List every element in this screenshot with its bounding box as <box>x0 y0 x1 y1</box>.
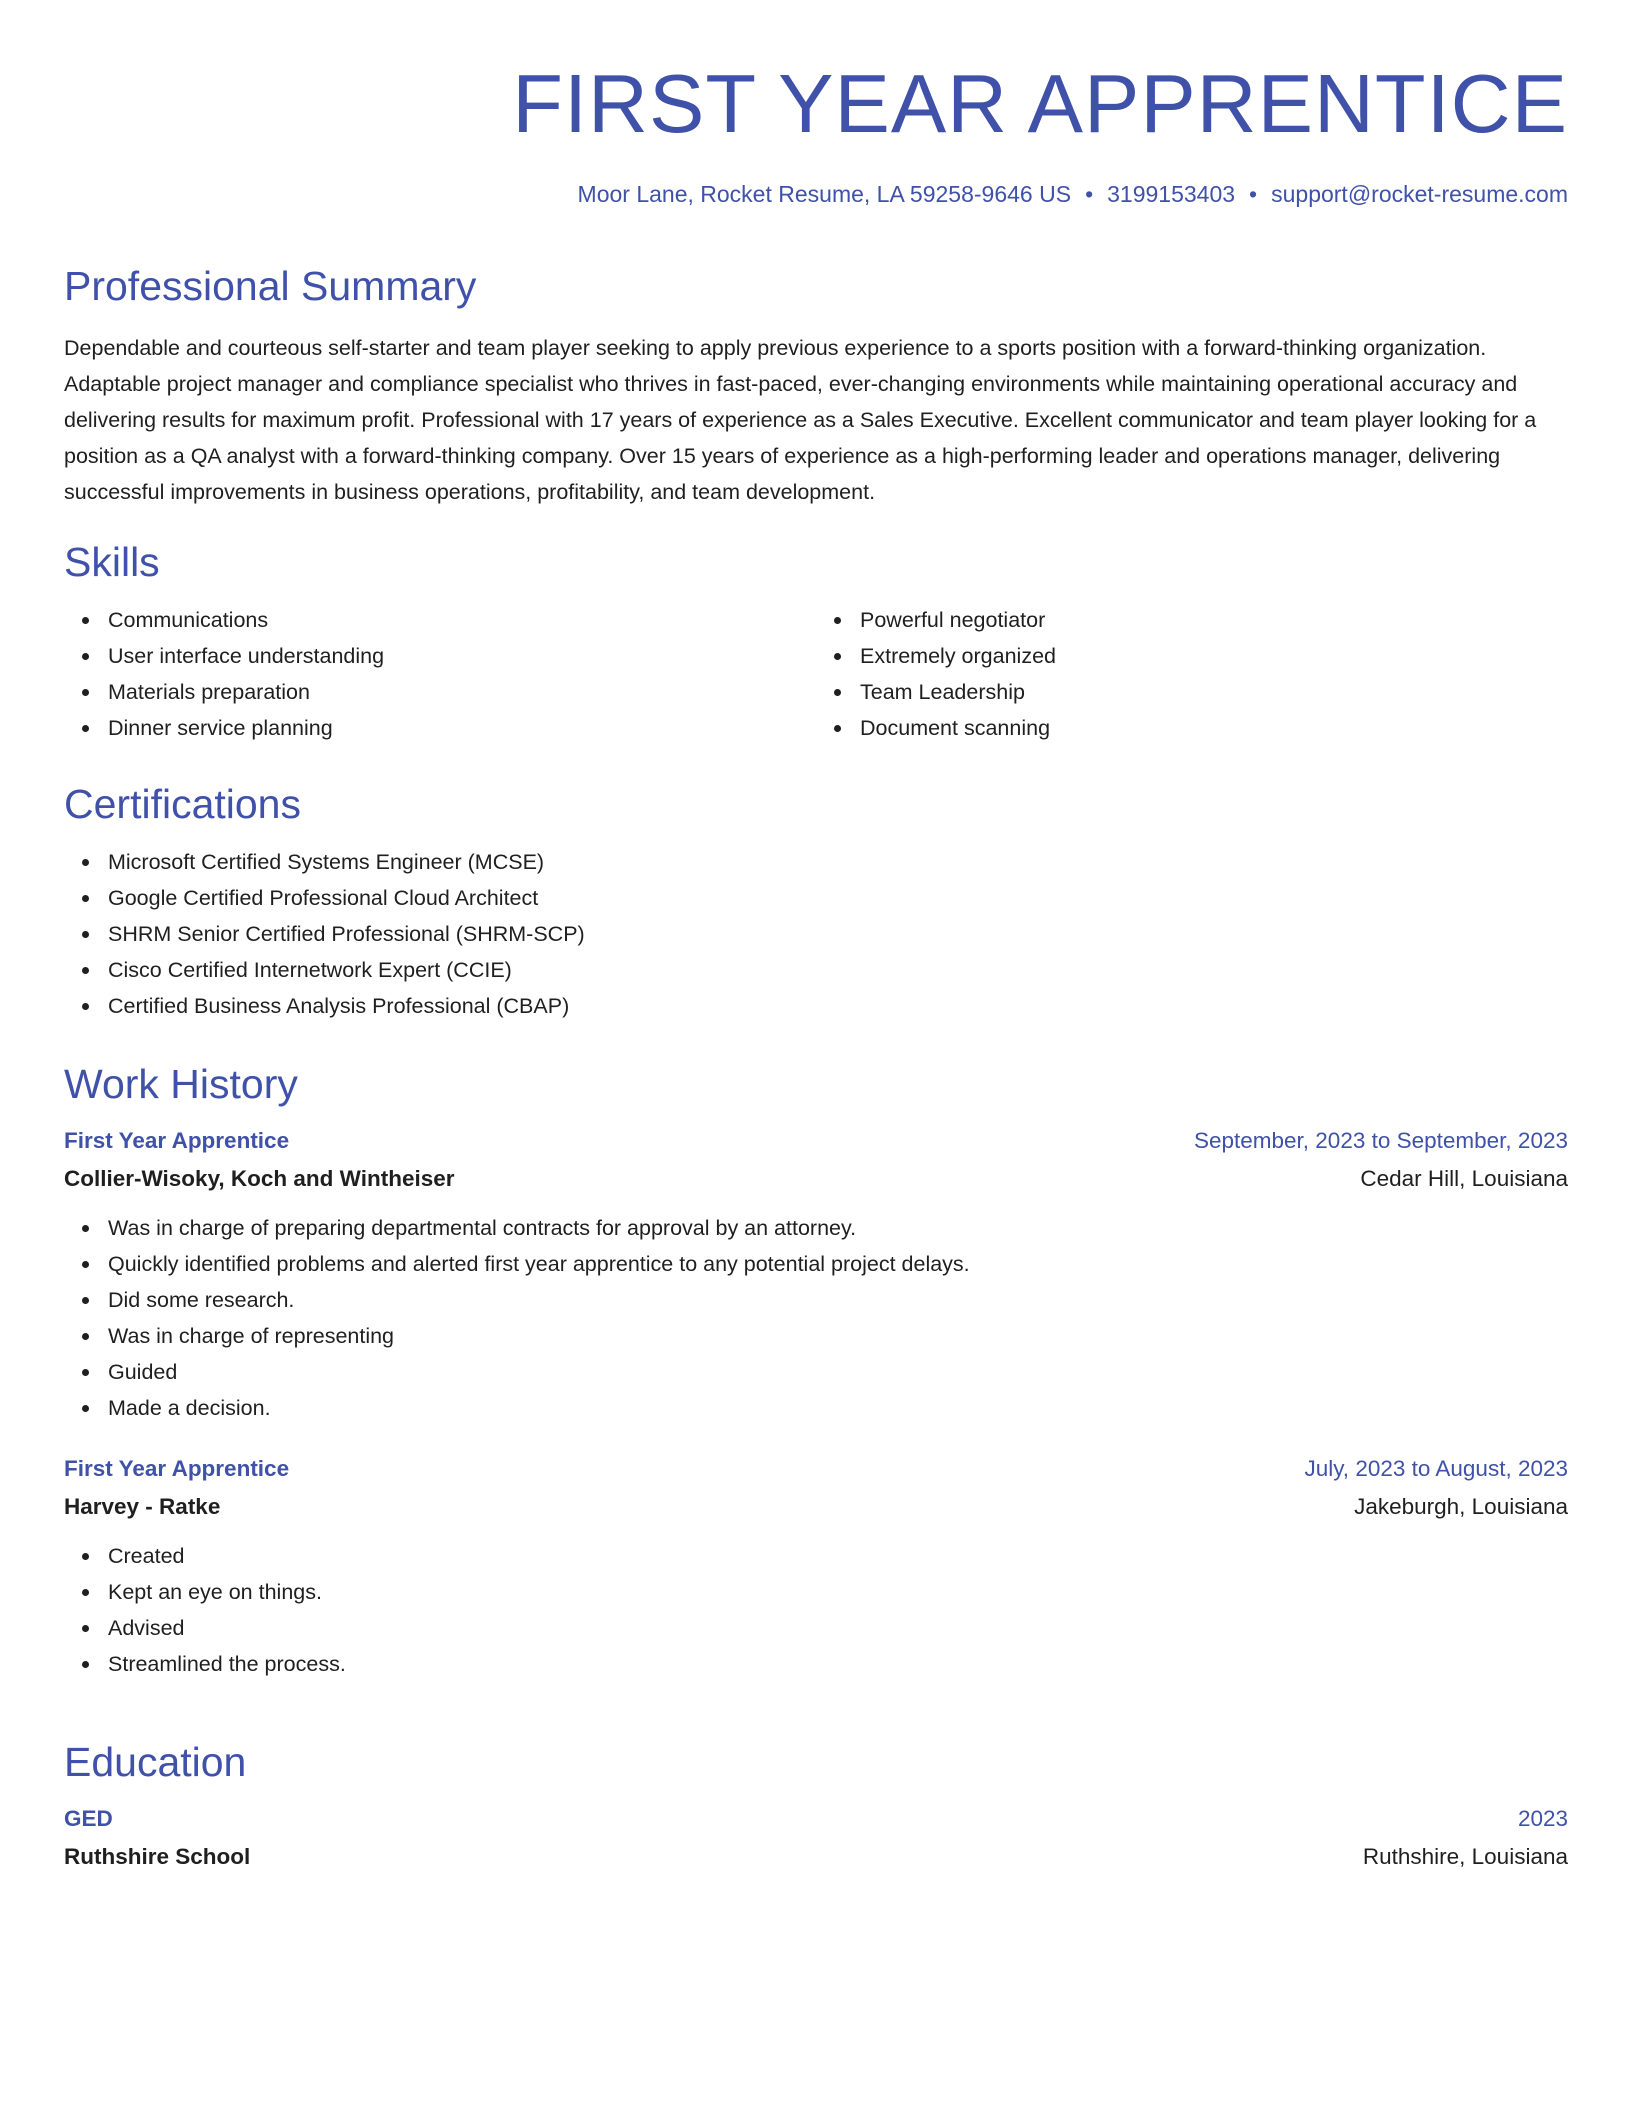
job-title: First Year Apprentice <box>64 1128 290 1153</box>
list-item: Was in charge of preparing departmental contracts for approval by an attorney. <box>108 1210 1568 1246</box>
work-history-section <box>64 1058 1568 1682</box>
list-item: Document scanning <box>860 710 1568 746</box>
skills-section <box>64 536 1568 746</box>
contact-line <box>64 178 1568 210</box>
certifications-list <box>64 844 1568 1024</box>
list-item: Team Leadership <box>860 674 1568 710</box>
list-item: Cisco Certified Internetwork Expert (CCIE) <box>108 952 1568 988</box>
list-item: SHRM Senior Certified Professional (SHRM-SCP) <box>108 916 1568 952</box>
list-item: Streamlined the process. <box>108 1646 1568 1682</box>
education-location: Ruthshire, Louisiana <box>1362 1844 1568 1869</box>
list-item: Certified Business Analysis Professional (CBAP) <box>108 988 1568 1024</box>
job-company: Harvey - Ratke <box>64 1494 221 1519</box>
job-bullets <box>64 1538 1568 1682</box>
job-company: Collier-Wisoky, Koch and Wintheiser <box>64 1166 455 1191</box>
contact-email: support@rocket-resume.com <box>1271 181 1568 207</box>
contact-phone: 3199153403 <box>1107 181 1236 207</box>
list-item: Made a decision. <box>108 1390 1568 1426</box>
list-item: Kept an eye on things. <box>108 1574 1568 1610</box>
job-title: First Year Apprentice <box>64 1456 290 1481</box>
contact-address: Moor Lane, Rocket Resume, LA 59258-9646 US <box>577 181 1072 207</box>
education-year: 2023 <box>1517 1806 1568 1831</box>
skills-grid <box>64 602 1568 746</box>
job-dates: September, 2023 to September, 2023 <box>1193 1128 1568 1153</box>
job-location: Cedar Hill, Louisiana <box>1360 1166 1568 1191</box>
list-item: Extremely organized <box>860 638 1568 674</box>
certifications-section <box>64 778 1568 1024</box>
list-item: User interface understanding <box>108 638 816 674</box>
education-entry <box>64 1802 1568 1874</box>
job-dates: July, 2023 to August, 2023 <box>1304 1456 1568 1481</box>
list-item: Created <box>108 1538 1568 1574</box>
certifications-title: Certifications <box>64 781 301 827</box>
education-title: Education <box>64 1739 247 1785</box>
job-entry <box>64 1452 1568 1682</box>
list-item: Materials preparation <box>108 674 816 710</box>
list-item: Advised <box>108 1610 1568 1646</box>
summary-title: Professional Summary <box>64 263 477 309</box>
list-item: Did some research. <box>108 1282 1568 1318</box>
work-history-title: Work History <box>64 1061 298 1107</box>
list-item: Powerful negotiator <box>860 602 1568 638</box>
candidate-name: FIRST YEAR APPRENTICE <box>512 57 1568 150</box>
skills-title: Skills <box>64 539 160 585</box>
education-section <box>64 1736 1568 1874</box>
list-item: Quickly identified problems and alerted first year apprentice to any potential project delays. <box>108 1246 1568 1282</box>
contact-separator: • <box>1249 181 1258 207</box>
education-degree: GED <box>64 1806 113 1831</box>
skills-list-right <box>816 602 1568 746</box>
list-item: Microsoft Certified Systems Engineer (MCSE) <box>108 844 1568 880</box>
job-location: Jakeburgh, Louisiana <box>1354 1494 1568 1519</box>
list-item: Communications <box>108 602 816 638</box>
education-school: Ruthshire School <box>64 1844 251 1869</box>
list-item: Google Certified Professional Cloud Architect <box>108 880 1568 916</box>
contact-separator: • <box>1085 181 1094 207</box>
summary-text: Dependable and courteous self-starter and team player seeking to apply previous experience to a sports position with a forward-thinking organization. Adaptable project manager and compliance specialist who thrives in fast-paced, ever-changing environments while maintaining operational accuracy and delivering results for maximum profit. Professional with 17 years of experience as a Sales Executive. Excellent communicator and team player looking for a position as a QA analyst with a forward-thinking company. Over 15 years of experience as a high-performing leader and operations manager, delivering successful improvements in business operations, profitability, and team development. <box>64 336 1537 504</box>
summary-section <box>64 260 1568 510</box>
list-item: Was in charge of representing <box>108 1318 1568 1354</box>
list-item: Dinner service planning <box>108 710 816 746</box>
list-item: Guided <box>108 1354 1568 1390</box>
skills-list-left <box>64 602 816 746</box>
job-entry <box>64 1124 1568 1426</box>
job-bullets <box>64 1210 1568 1426</box>
